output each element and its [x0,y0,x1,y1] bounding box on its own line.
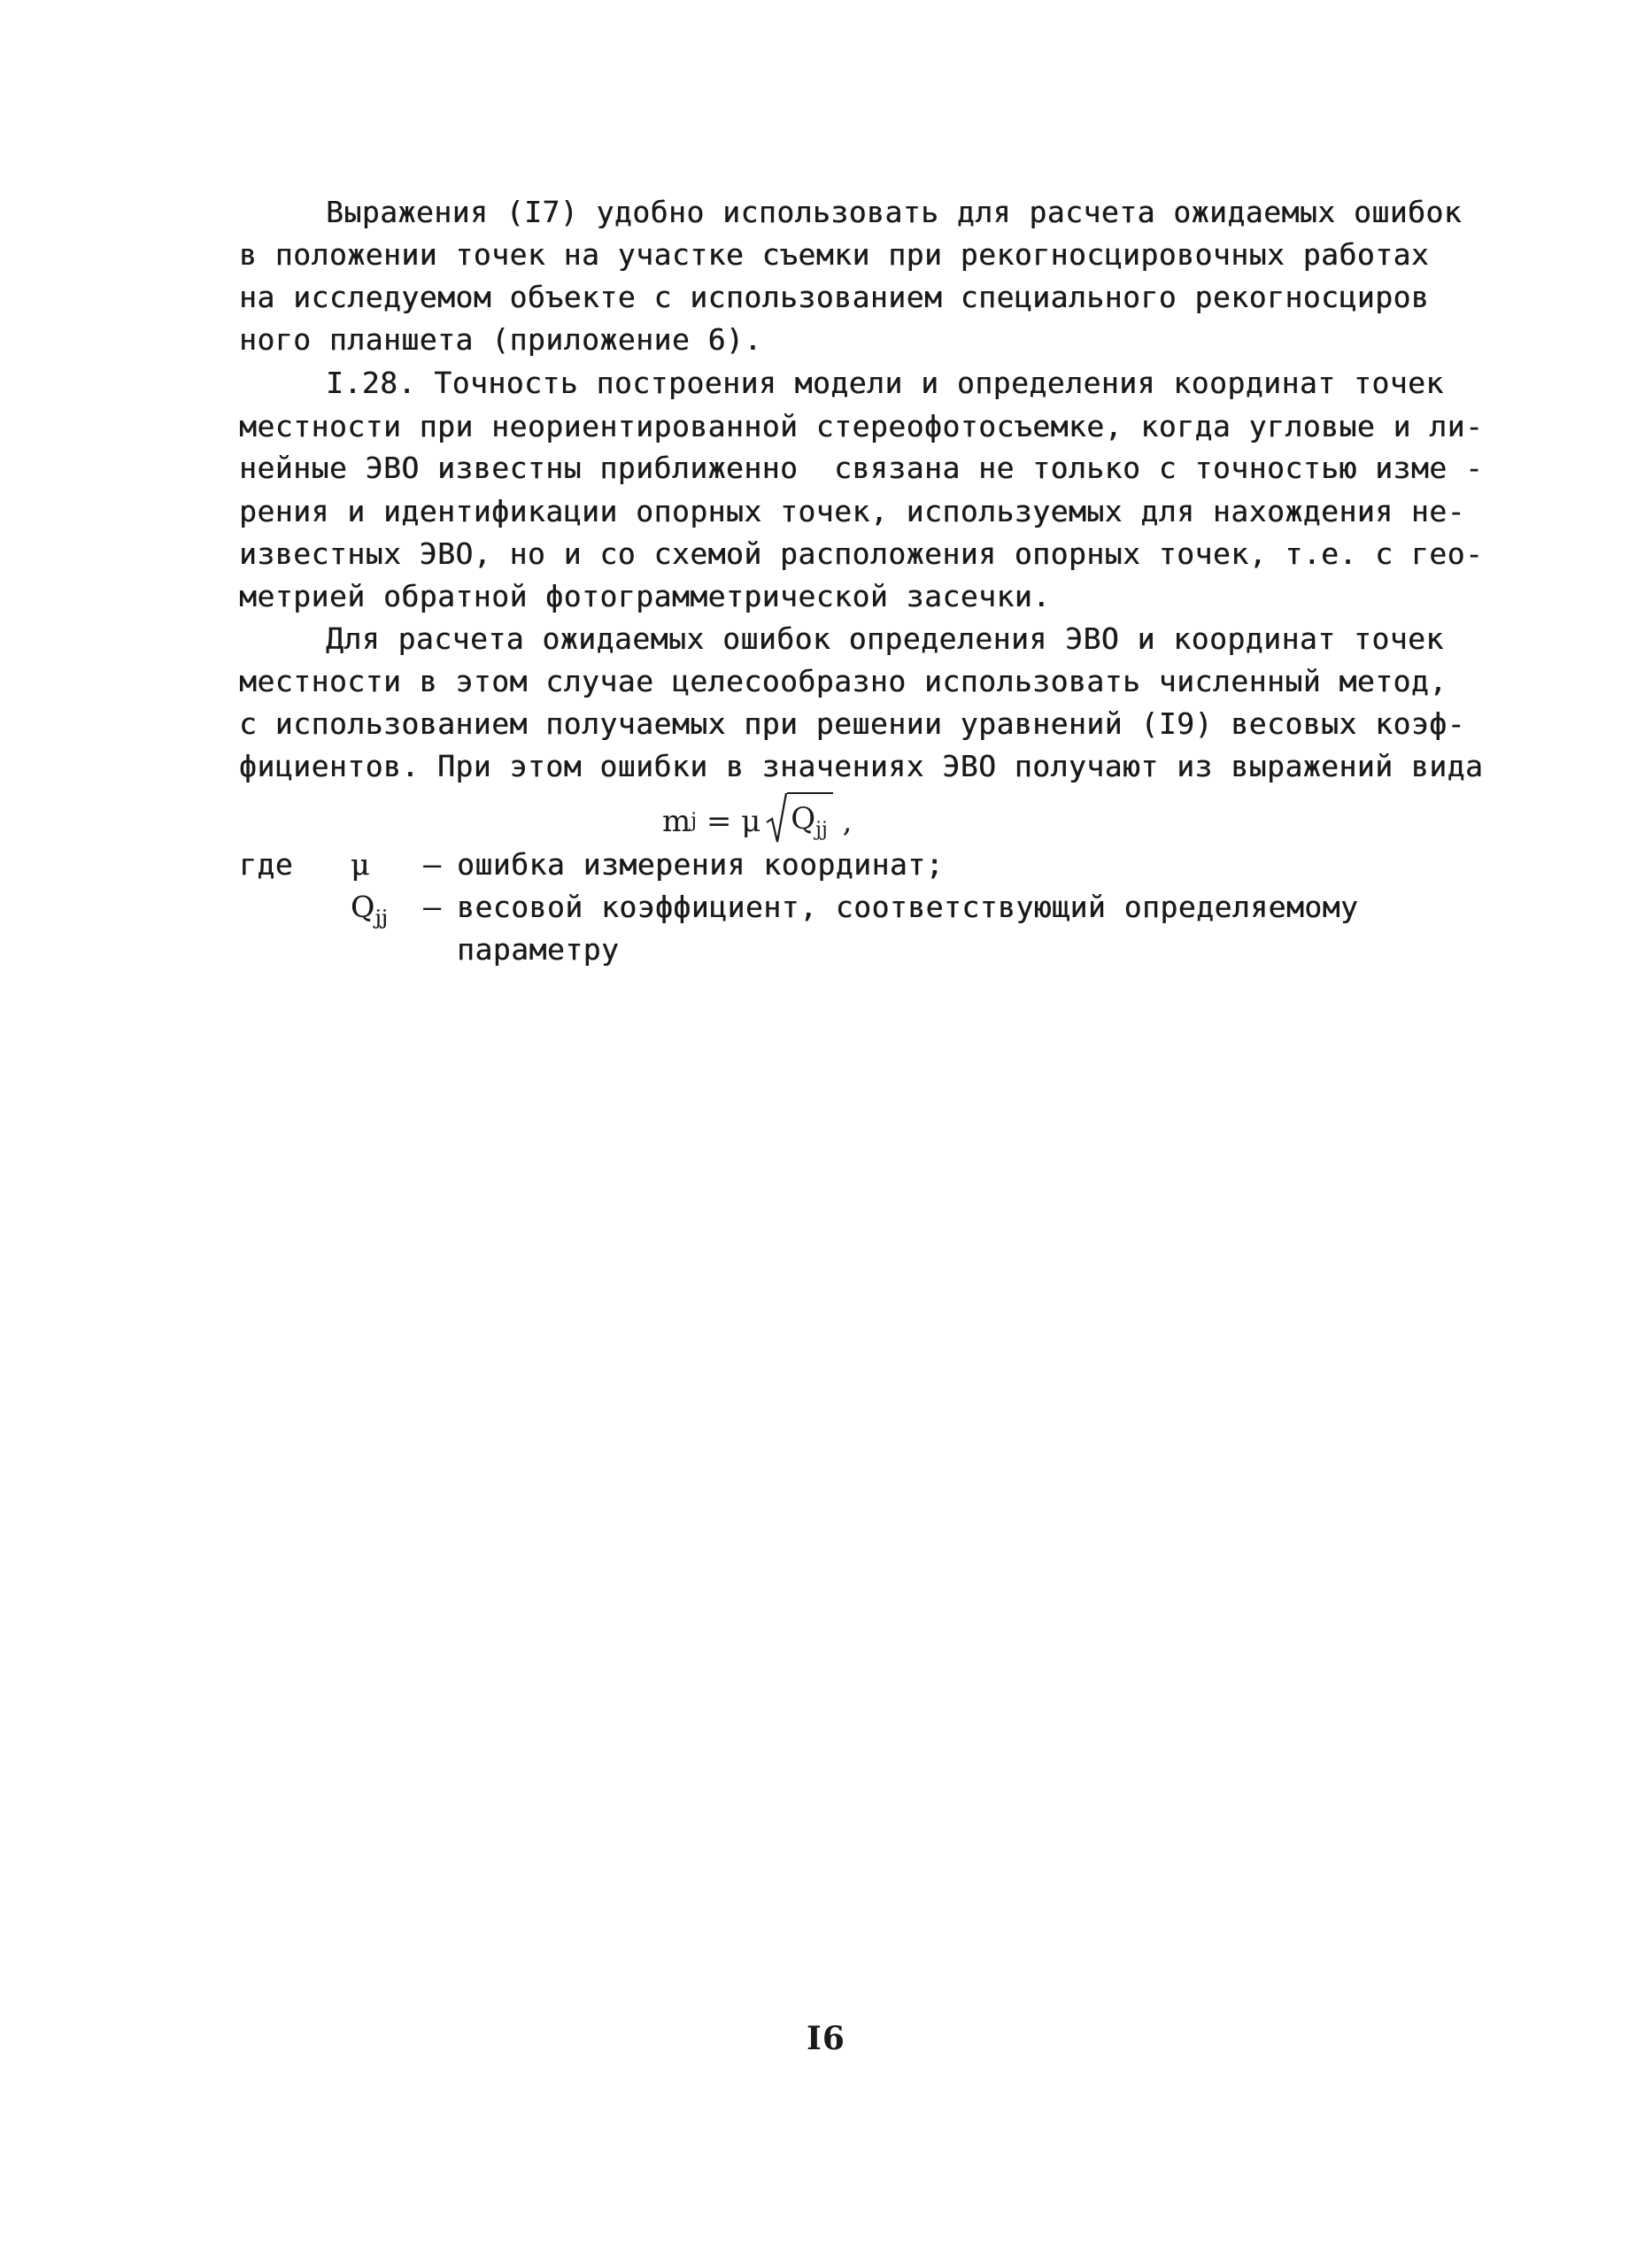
where-continuation: параметру [457,932,620,967]
where-definition: весовой коэффициент, соответствующий определяемому [457,890,1359,924]
where-dash: – [423,847,442,882]
text-line: с использованием получаемых при решении уравнений (I9) весовых коэф- [239,706,1466,741]
text-line: метрией обратной фотограмметрической засечки. [239,579,1051,613]
formula-trailing-comma: , [832,803,853,839]
where-definition: ошибка измерения координат; [457,847,944,882]
where-symbol-q: $Q_{jj}$ [351,890,389,929]
where-symbol-mu: μ [351,847,370,882]
radical-sign-icon [766,792,787,844]
text-line: Выражения (I7) удобно использовать для расчета ожидаемых ошибок [326,195,1463,229]
text-line: местности при неориентированной стереофотосъемке, когда угловые и ли- [239,409,1484,443]
where-word: где [239,847,294,882]
text-line: на исследуемом объекте с использованием специального рекогносциров [239,280,1430,314]
text-line: известных ЭВО, но и со схемой расположения опорных точек, т.е. с гео- [239,536,1484,571]
text-line: ного планшета (приложение 6). [239,322,762,357]
where-dash: – [423,890,442,924]
text-line: нейные ЭВО известны приближенно связана не только с точностью изме - [239,451,1484,485]
text-line: местности в этом случае целесообразно использовать численный метод, [239,664,1447,698]
page-number: I6 [807,2020,845,2057]
radicand: $Q_{jj}$ [787,792,833,850]
text-line: в положении точек на участке съемки при рекогносцировочных работах [239,237,1430,272]
formula-mu: μ [741,803,761,839]
square-root [766,792,833,850]
formula-equals: = [697,803,742,839]
formula [662,792,852,850]
text-line: Для расчета ожидаемых ошибок определения ЭВО и координат точек [326,621,1444,656]
text-line: рения и идентификации опорных точек, используемых для нахождения не- [239,494,1466,528]
text-line: фициентов. При этом ошибки в значениях ЭВО получают из выражений вида [239,749,1484,783]
text-line: I.28. Точность построения модели и определения координат точек [326,366,1444,400]
formula-lhs: m [662,803,691,839]
formula-lhs-subscript: j [691,809,698,832]
